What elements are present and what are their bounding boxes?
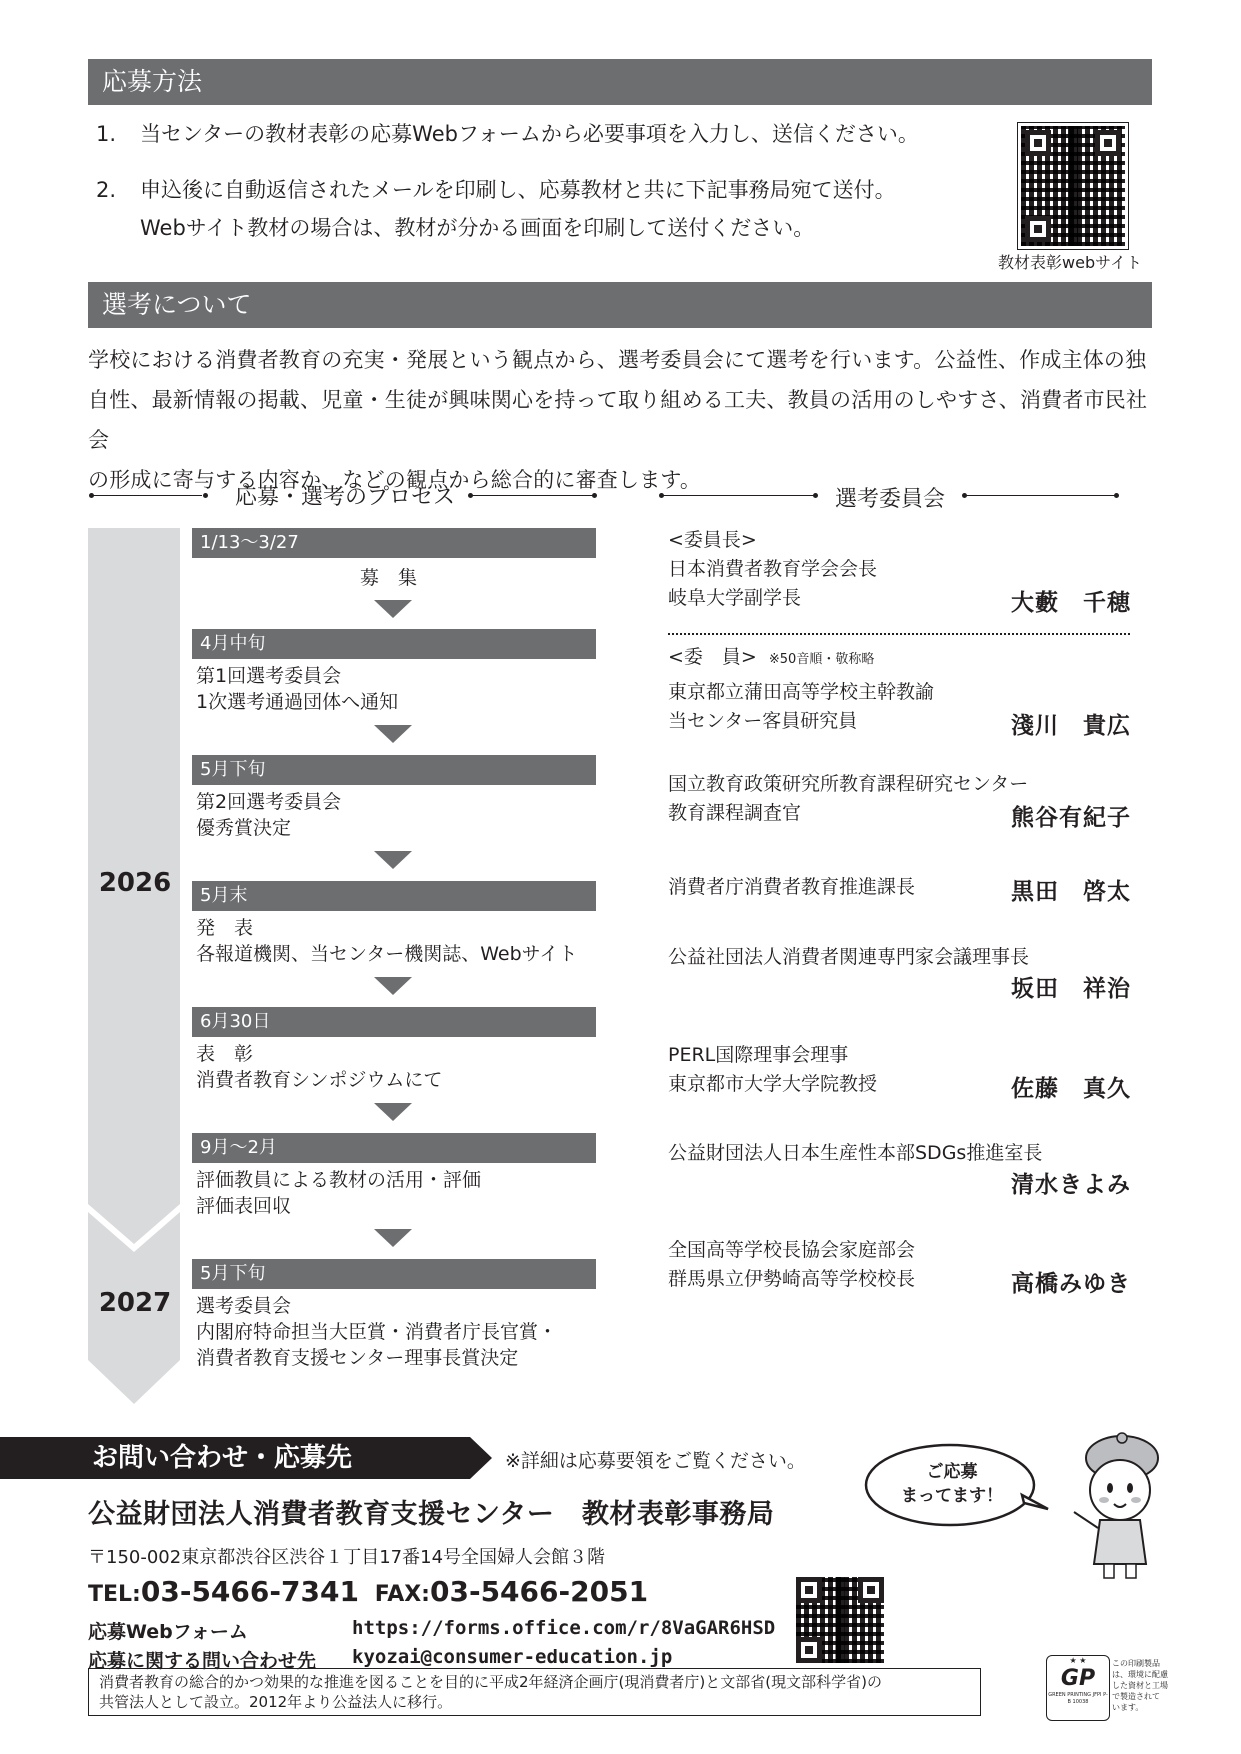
tel-fax: TEL:03-5466-7341 FAX:03-5466-2051 (88, 1575, 649, 1608)
step-title: 評価教員による教材の活用・評価 (196, 1169, 482, 1191)
step-sub: 消費者教育支援センター理事長賞決定 (196, 1347, 519, 1369)
chair-aff: 日本消費者教育学会会長 (668, 558, 878, 580)
org-name: 公益財団法人消費者教育支援センター 教材表彰事務局 (88, 1499, 775, 1530)
step-sub: 内閣府特命担当大臣賞・消費者庁長官賞・ (196, 1321, 558, 1343)
form-label: 応募Webフォーム (88, 1621, 248, 1643)
member-aff: 公益社団法人消費者関連専門家会議理事長 (668, 946, 1030, 968)
chair-aff: 岐阜大学副学長 (668, 587, 802, 609)
method-item-2: 2. 申込後に自動返信されたメールを印刷し、応募教材と共に下記事務局宛て送付。 Webサイト教材の場合は、教材が分かる画面を印刷して送付ください。 (96, 178, 896, 240)
step-date: 9月〜2月 (192, 1133, 596, 1163)
member-aff: 国立教育政策研究所教育課程研究センター (668, 773, 1029, 795)
qr-caption: 教材表彰webサイト (998, 253, 1142, 272)
method-item-1: 1. 当センターの教材表彰の応募Webフォームから必要事項を入力し、送信ください。 (96, 122, 919, 146)
step-sub: 消費者教育シンポジウムにて (196, 1069, 443, 1091)
step-sub: 1次選考通過団体へ通知 (196, 691, 399, 713)
divider (668, 633, 1130, 635)
chair-name: 大藪 千穂 (1011, 590, 1131, 616)
step-date: 5月末 (192, 881, 596, 911)
contact-note: ※詳細は応募要領をご覧ください。 (505, 1450, 806, 1472)
step-arrow-icon (374, 600, 412, 618)
step-date: 5月下旬 (192, 1259, 596, 1289)
step-arrow-icon (374, 1103, 412, 1121)
member-aff: 東京都市大学大学院教授 (668, 1073, 878, 1095)
member-aff: 教育課程調査官 (668, 802, 802, 824)
step-sub: 評価表回収 (196, 1195, 292, 1217)
year-2027: 2027 (98, 1288, 172, 1318)
step-title: 第2回選考委員会 (196, 791, 342, 813)
step-arrow-icon (374, 977, 412, 995)
member-name: 熊谷有紀子 (1011, 805, 1131, 831)
member-name: 坂田 祥治 (1011, 976, 1131, 1002)
step-title: 第1回選考委員会 (196, 665, 342, 687)
process-heading: 応募・選考のプロセス (234, 485, 455, 510)
selection-heading: 選考について (88, 282, 1152, 328)
member-aff: 公益財団法人日本生産性本部SDGs推進室長 (668, 1142, 1043, 1164)
step-date: 1/13〜3/27 (192, 528, 596, 558)
step-title: 表 彰 (196, 1043, 254, 1065)
website-qr-code[interactable] (1018, 123, 1128, 249)
timeline-arrow (88, 528, 180, 1408)
step-date: 5月下旬 (192, 755, 596, 785)
committee-heading: 選考委員会 (834, 487, 945, 512)
mail-label: 応募に関する問い合わせ先 (88, 1650, 317, 1672)
member-name: 黒田 啓太 (1011, 879, 1131, 905)
step-sub: 各報道機関、当センター機関誌、Webサイト (196, 943, 578, 965)
speech-text: ご応募 まってます！ (901, 1462, 1003, 1506)
member-aff: 全国高等学校長協会家庭部会 (668, 1239, 916, 1261)
step-sub: 優秀賞決定 (196, 817, 292, 839)
establishment-note: 消費者教育の総合的かつ効果的な推進を図ることを目的に平成2年経済企画庁(現消費者庁)と文部省(現文部科学省)の 共管法人として設立。2012年より公益法人に移行。 (88, 1668, 981, 1716)
step-date: 4月中旬 (192, 629, 596, 659)
members-label: <委 員> ※50音順・敬称略 (668, 646, 875, 668)
mail-link[interactable]: kyozai@consumer-education.jp (352, 1646, 673, 1668)
step-title: 募 集 (360, 567, 418, 589)
green-printing-note: この印刷製品 は、環境に配慮 した資材と工場 で製造されて います。 (1112, 1659, 1168, 1712)
member-name: 高橋みゆき (1011, 1271, 1131, 1297)
fax-number: 03-5466-2051 (429, 1575, 649, 1608)
step-arrow-icon (374, 1229, 412, 1247)
form-qr-code[interactable] (796, 1577, 884, 1663)
member-aff: 消費者庁消費者教育推進課長 (668, 876, 916, 898)
step-title: 選考委員会 (196, 1295, 292, 1317)
step-arrow-icon (374, 851, 412, 869)
member-aff: 当センター客員研究員 (668, 710, 858, 732)
member-name: 淺川 貴広 (1011, 713, 1131, 739)
member-aff: 群馬県立伊勢崎高等学校校長 (668, 1268, 916, 1290)
member-aff: 東京都立蒲田高等学校主幹教諭 (668, 681, 935, 703)
member-aff: PERL国際理事会理事 (668, 1044, 849, 1066)
member-name: 清水きよみ (1011, 1172, 1131, 1198)
mascot-character (1060, 1428, 1170, 1588)
tel-number[interactable]: 03-5466-7341 (140, 1575, 359, 1608)
year-2026: 2026 (98, 868, 172, 898)
method-heading: 応募方法 (88, 59, 1152, 105)
member-name: 佐藤 真久 (1011, 1076, 1131, 1102)
step-title: 発 表 (196, 917, 254, 939)
step-arrow-icon (374, 725, 412, 743)
green-printing-logo: ★ ★ GP GREEN PRINTING JFPI P-B 10038 (1046, 1655, 1110, 1721)
form-url-link[interactable]: https://forms.office.com/r/8VaGAR6HSD (352, 1617, 776, 1639)
selection-paragraph: 学校における消費者教育の充実・発展という観点から、選考委員会にて選考を行います。公益性、作成主体の独 自性、最新情報の掲載、児童・生徒が興味関心を持って取り組める工夫、教員の活用のしやすさ、消費者市民社会 の形成に寄与する内容か、などの観点から総合的に審査します。 (88, 348, 1148, 492)
chair-label: <委員長> (668, 529, 757, 551)
address: 〒150-002東京都渋谷区渋谷１丁目17番14号全国婦人会館３階 (88, 1547, 606, 1568)
step-date: 6月30日 (192, 1007, 596, 1037)
contact-banner: お問い合わせ・応募先 (0, 1437, 470, 1479)
